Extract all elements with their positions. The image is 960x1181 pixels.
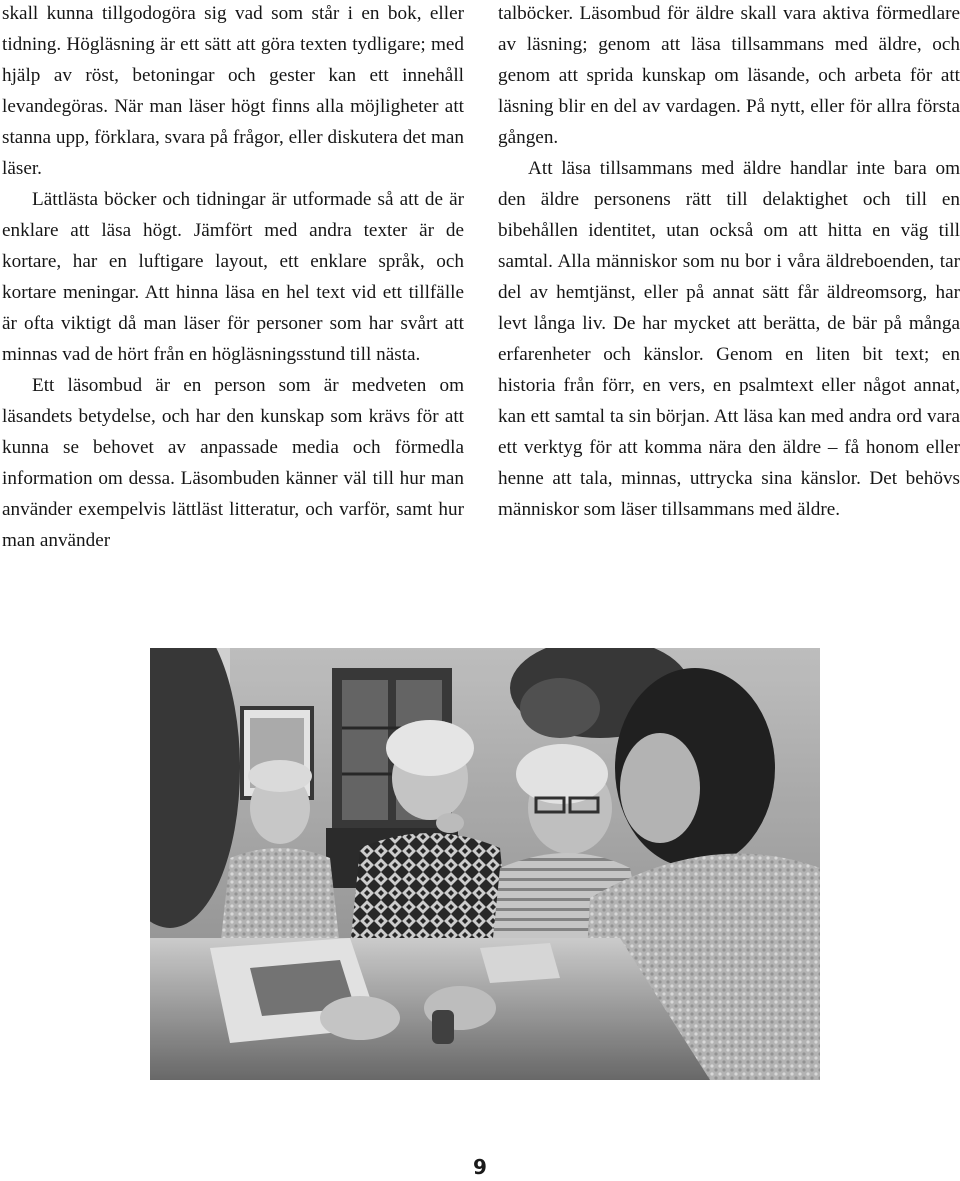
paragraph-continued: skall kunna tillgodogöra sig vad som står i en bok, eller tidning. Högläsning är ett sätt att göra texten tydligare; med hjälp av röst, betoningar och gester kan ett innehåll levandegöras. När man läser högt finns alla möjligheter att stanna upp, förklara, svara på frågor, eller diskutera det man läser. <box>2 3 464 179</box>
page-number: 9 <box>473 1155 487 1179</box>
reading-group-photo <box>150 648 820 1080</box>
right-text-column <box>498 0 960 525</box>
left-text-column <box>2 0 464 556</box>
paragraph: Lättlästa böcker och tidningar är utformade så att de är enklare att läsa högt. Jämfört med andra texter är de kortare, har en luftigare layout, ett enklare språk, och kortare meningar. Att hinna läsa en hel text vid ett tillfälle är ofta viktigt då man läser för personer som har svårt att minnas vad de hört från en högläsningsstund till nästa. <box>2 189 464 365</box>
paragraph: Att läsa tillsammans med äldre handlar inte bara om den äldre personens rätt till delaktighet och till en bibehållen identitet, utan också om att hitta en väg till samtal. Alla människor som nu bor i våra äldreboenden, tar del av hemtjänst, eller på annat sätt får äldreomsorg, har levt långa liv. De har mycket att berätta, de bär på många erfarenheter och känslor. Genom en liten bit text; en historia från förr, en vers, en psalmtext eller något annat, kan ett samtal ta sin början. Att läsa kan med andra ord vara ett verktyg för att komma nära den äldre – få honom eller henne att tala, minnas, uttrycka sina känslor. Det behövs människor som läser tillsammans med äldre. <box>498 158 960 520</box>
paragraph-continued: talböcker. Läsombud för äldre skall vara aktiva förmedlare av läsning; genom att läsa tillsammans med äldre, och genom att sprida kunskap om läsande, och arbeta för att läsning blir en del av vardagen. På nytt, eller för allra första gången. <box>498 3 960 148</box>
paragraph: Ett läsombud är en person som är medveten om läsandets betydelse, och har den kunskap som krävs för att kunna se behovet av anpassade media och förmedla information om dessa. Läsombuden känner väl till hur man använder exempelvis lättläst litteratur, och varför, samt hur man använder <box>2 375 464 551</box>
